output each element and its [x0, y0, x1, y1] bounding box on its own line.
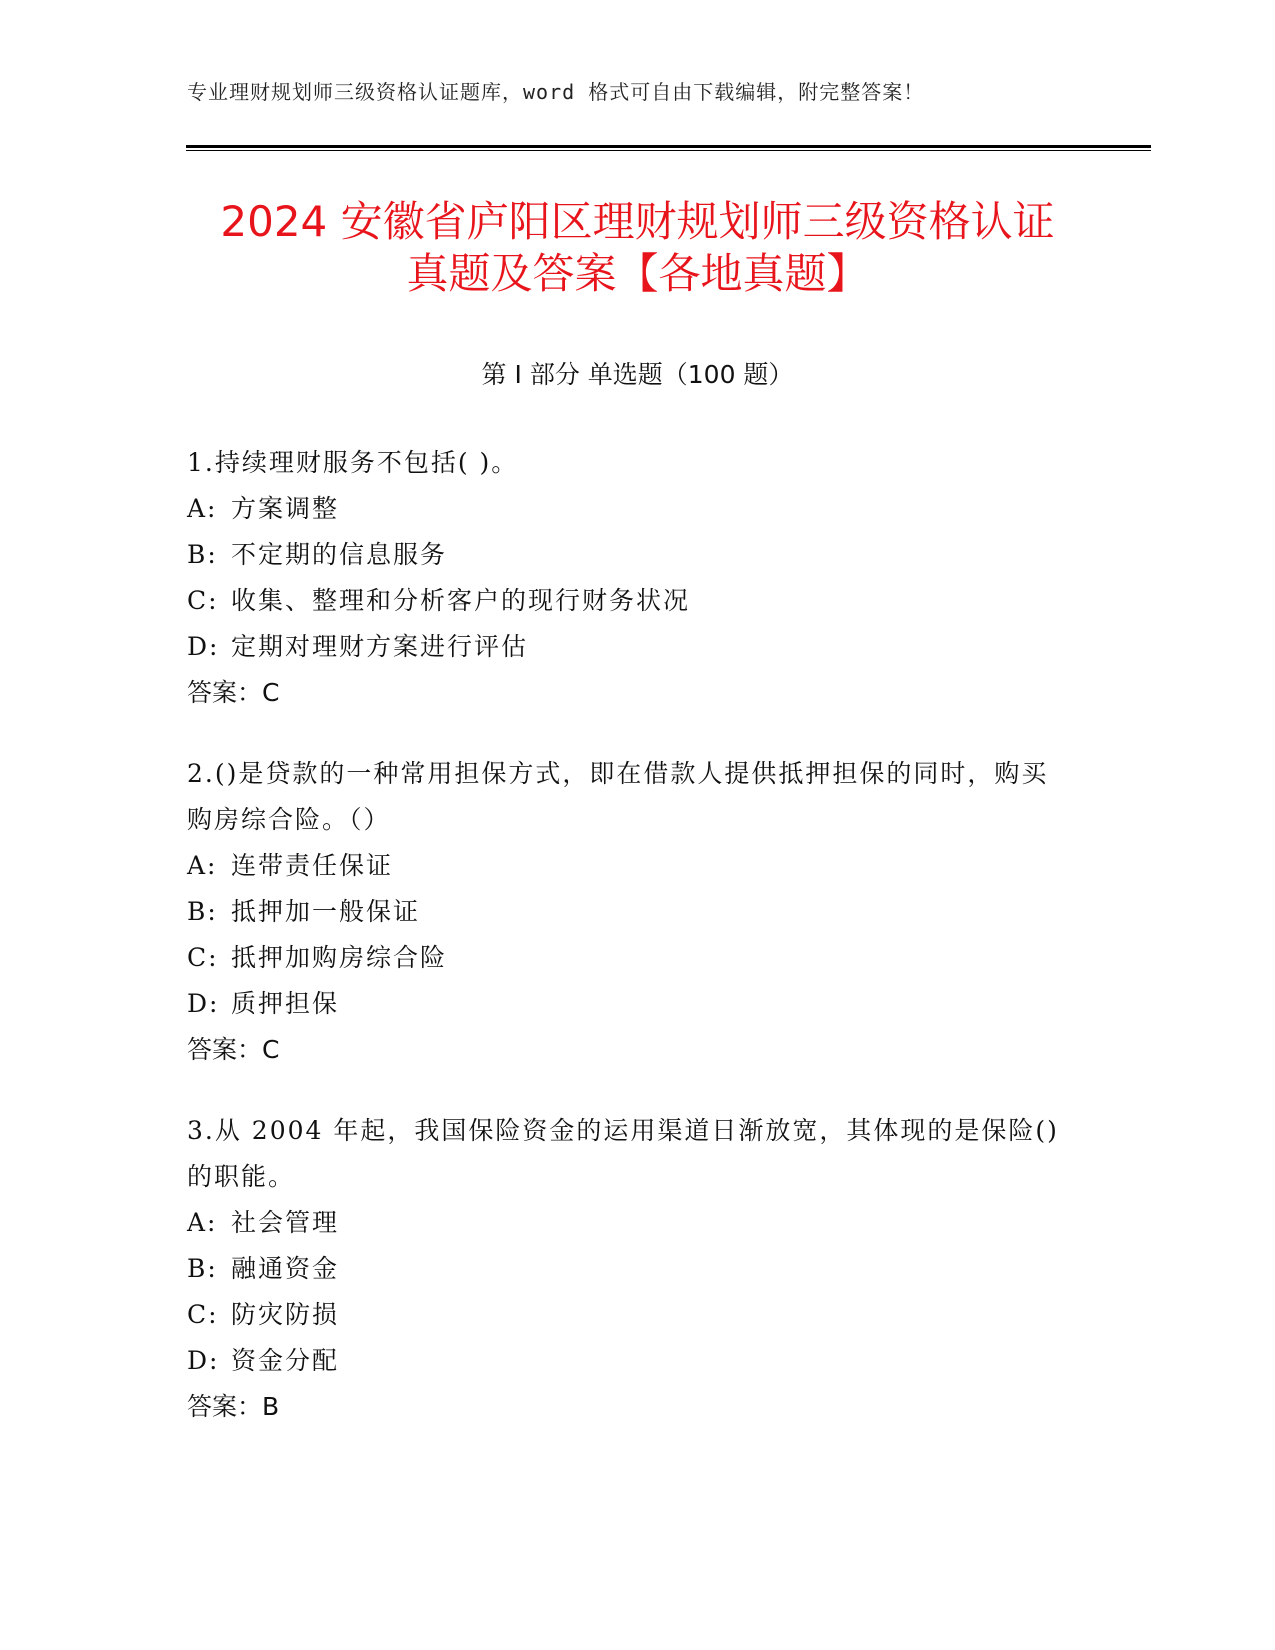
- title-line-1: 2024 安徽省庐阳区理财规划师三级资格认证: [220, 197, 1055, 246]
- option-d: [187, 624, 1087, 670]
- option-text: 方案调整: [231, 494, 340, 523]
- option-text: 不定期的信息服务: [231, 540, 448, 569]
- option-letter: A:: [187, 1208, 218, 1237]
- option-letter: B:: [187, 540, 218, 569]
- option-c: [187, 1292, 1087, 1338]
- option-letter: A:: [187, 851, 218, 880]
- question-list: [187, 440, 1087, 1465]
- option-text: 融通资金: [231, 1254, 340, 1283]
- title-line-2: 真题及答案【各地真题】: [406, 249, 869, 298]
- option-d: [187, 981, 1087, 1027]
- option-letter: A:: [187, 494, 218, 523]
- option-text: 连带责任保证: [231, 851, 394, 880]
- answer: 答案：C: [187, 1035, 280, 1064]
- option-a: [187, 1200, 1087, 1246]
- option-c: [187, 578, 1087, 624]
- question-2: [187, 751, 1087, 1073]
- document-title: [150, 196, 1125, 300]
- question-stem: 1.持续理财服务不包括( )。: [187, 448, 519, 477]
- option-letter: C:: [187, 586, 219, 615]
- answer: 答案：C: [187, 678, 280, 707]
- option-b: [187, 532, 1087, 578]
- header-rule-thick: [186, 145, 1151, 148]
- option-text: 社会管理: [231, 1208, 340, 1237]
- option-d: [187, 1338, 1087, 1384]
- question-stem: 2.()是贷款的一种常用担保方式，即在借款人提供抵押担保的同时，购买购房综合险。（）: [187, 759, 1049, 834]
- option-letter: C:: [187, 1300, 219, 1329]
- option-letter: B:: [187, 1254, 218, 1283]
- header-note: 专业理财规划师三级资格认证题库，word 格式可自由下载编辑，附完整答案！: [187, 80, 925, 104]
- section-heading: 第 I 部分 单选题（100 题）: [481, 360, 794, 389]
- option-text: 定期对理财方案进行评估: [231, 632, 529, 661]
- option-text: 防灾防损: [231, 1300, 340, 1329]
- question-1: [187, 440, 1087, 716]
- option-letter: C:: [187, 943, 219, 972]
- question-3: [187, 1108, 1087, 1430]
- option-text: 抵押加购房综合险: [231, 943, 448, 972]
- option-b: [187, 889, 1087, 935]
- option-text: 资金分配: [231, 1346, 340, 1375]
- option-text: 质押担保: [231, 989, 340, 1018]
- option-letter: D:: [187, 989, 220, 1018]
- header-rule-thin: [186, 150, 1151, 151]
- answer: 答案：B: [187, 1392, 280, 1421]
- option-letter: B:: [187, 897, 218, 926]
- option-letter: D:: [187, 1346, 220, 1375]
- option-c: [187, 935, 1087, 981]
- option-a: [187, 486, 1087, 532]
- option-letter: D:: [187, 632, 220, 661]
- option-text: 抵押加一般保证: [231, 897, 421, 926]
- option-text: 收集、整理和分析客户的现行财务状况: [231, 586, 691, 615]
- option-b: [187, 1246, 1087, 1292]
- option-a: [187, 843, 1087, 889]
- question-stem: 3.从 2004 年起，我国保险资金的运用渠道日渐放宽，其体现的是保险()的职能。: [187, 1116, 1059, 1191]
